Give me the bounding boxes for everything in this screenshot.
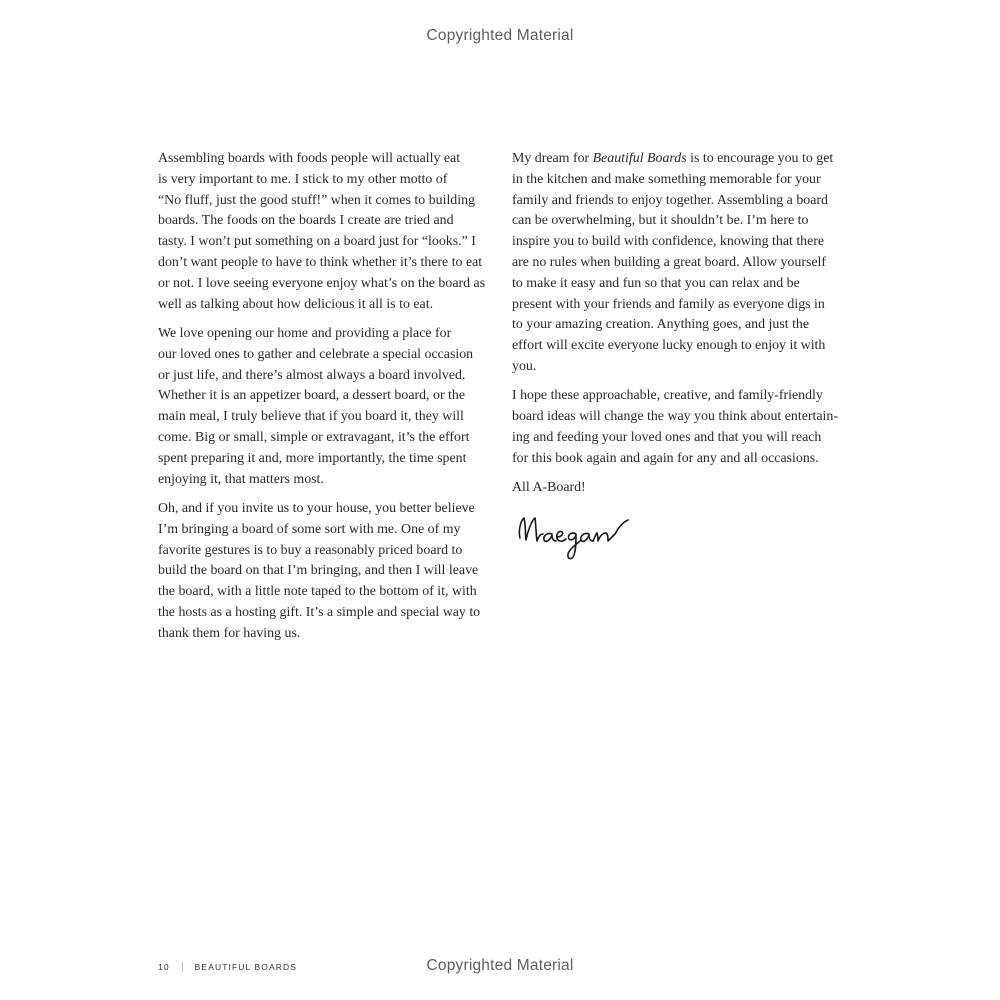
- sign-off: All A-Board!: [512, 480, 586, 496]
- paragraph: Assembling boards with foods people will actually eat is very important to me. I stick to my other motto of “No fluff, just the good stuff!” when it comes to building boards. The foods on the boards I create are tried and tasty. I won’t put something on a board just for “looks.” I don’t want people to have to think whether it’s there to eat or not. I love seeing everyone enjoy what’s on the board as well as talking about how delicious it all is to eat.: [158, 151, 486, 312]
- paragraph-intro: [512, 149, 844, 378]
- right-column: [512, 149, 844, 568]
- paragraph: I hope these approachable, creative, and family-friendly board ideas will change the way you think about entertain- ing and feeding your loved ones and that you will reach for this book again and again for any and all occasions.: [512, 388, 838, 466]
- footer-divider: [182, 962, 183, 972]
- copyright-watermark-bottom: Copyrighted Material: [426, 957, 574, 974]
- paragraph: We love opening our home and providing a place for our loved ones to gather and celebrate a special occasion or just life, and there’s almost always a board involved. Whether it is an appetizer board, a dessert board, or the main meal, I truly believe that if you board it, they will come. Big or small, simple or extravagant, it’s the effort spent preparing it and, more importantly, the time spent enjoying it, that matters most.: [158, 325, 474, 487]
- signature-maegan: [514, 508, 664, 568]
- page-number: 10: [158, 962, 170, 972]
- book-title-italic: Beautiful Boards: [592, 151, 687, 166]
- intro-text-start: My dream for: [512, 151, 593, 166]
- page-footer: [158, 962, 297, 972]
- copyright-watermark-top: Copyrighted Material: [426, 27, 574, 44]
- paragraph: Oh, and if you invite us to your house, you better believe I’m bringing a board of some sort with me. One of my favorite gestures is to buy a reasonably priced board to build the board on that I’m bringing, and then I will leave the board, with a little note taped to the bottom of it, with the hosts as a hosting gift. It’s a simple and special way to thank them for having us.: [158, 500, 481, 641]
- intro-text-rest: is to encourage you to get in the kitchen and make something memorable for your family and friends to enjoy together. Assembling a board can be overwhelming, but it shouldn’t be. I’m here to inspire you to build with confidence, knowing that there are no rules when building a great board. Allow yourself to make it easy and fun so that you can relax and be present with your friends and family as everyone digs in to your amazing creation. Anything goes, and just the effort will excite everyone lucky enough to enjoy it with you.: [512, 151, 834, 374]
- running-book-title: BEAUTIFUL BOARDS: [194, 962, 297, 972]
- left-column: [158, 149, 488, 653]
